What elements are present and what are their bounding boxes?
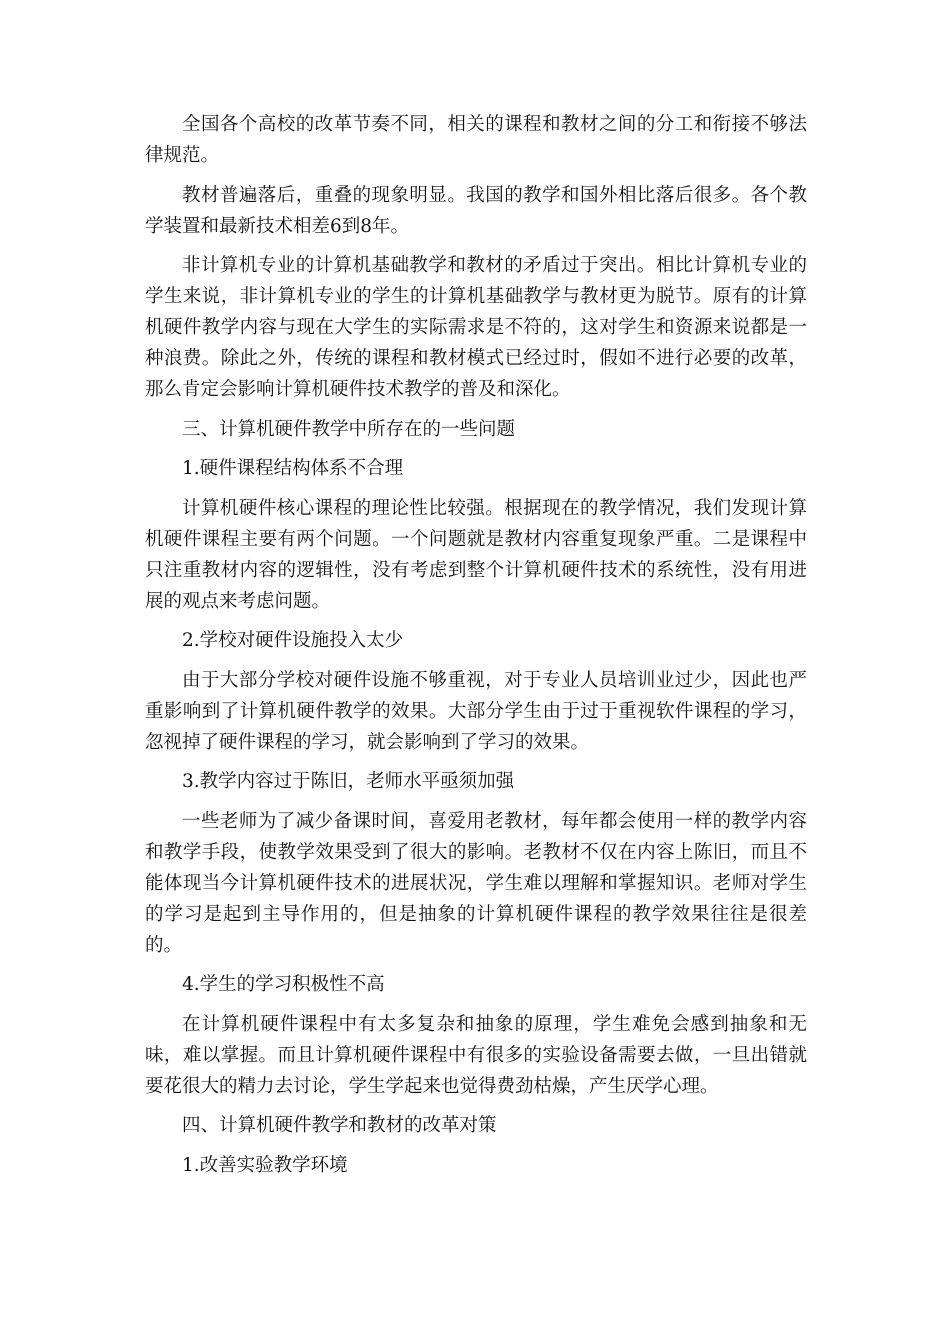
paragraph-facility-investment: 由于大部分学校对硬件设施不够重视，对于专业人员培训业过少，因此也严重影响到了计算机硬件教学的效果。大部分学生由于过于重视软件课程的学习，忽视掉了硬件课程的学习，就会影响到了学习的效果。 — [145, 669, 807, 753]
paragraph-outdated-textbooks: 教材普遍落后，重叠的现象明显。我国的教学和国外相比落后很多。各个教学装置和最新技术相差6到8年。 — [145, 184, 807, 237]
paragraph-student-motivation: 在计算机硬件课程中有太多复杂和抽象的原理，学生难免会感到抽象和无味，难以掌握。而且计算机硬件课程中有很多的实验设备需要去做，一旦出错就要花很大的精力去讨论，学生学起来也觉得费劲枯燥，产生厌学心理。 — [145, 1013, 807, 1097]
subheading-facility-investment: 2.学校对硬件设施投入太少 — [182, 630, 404, 651]
paragraph-outdated-content: 一些老师为了减少备课时间，喜爱用老教材，每年都会使用一样的教学内容和教学手段，使教学效果受到了很大的影响。老教材不仅在内容上陈旧，而且不能体现当今计算机硬件技术的进展状况，学生难以理解和掌握知识。老师对学生的学习是起到主导作用的，但是抽象的计算机硬件课程的教学效果往往是很差的。 — [145, 810, 807, 956]
section-heading-countermeasures: 四、计算机硬件教学和教材的改革对策 — [182, 1115, 497, 1136]
subheading-lab-environment: 1.改善实验教学环境 — [182, 1154, 348, 1176]
subheading-student-motivation: 4.学生的学习积极性不高 — [182, 974, 385, 995]
paragraph-course-structure: 计算机硬件核心课程的理论性比较强。根据现在的教学情况，我们发现计算机硬件课程主要有两个问题。一个问题就是教材内容重复现象严重。二是课程中只注重教材内容的逻辑性，没有考虑到整个计算机硬件技术的系统性，没有用进展的观点来考虑问题。 — [145, 497, 807, 612]
paragraph-reform-pace: 全国各个高校的改革节奏不同，相关的课程和教材之间的分工和衔接不够法律规范。 — [145, 114, 807, 166]
section-heading-problems: 三、计算机硬件教学中所存在的一些问题 — [182, 418, 516, 440]
subheading-outdated-content: 3.教学内容过于陈旧，老师水平亟须加强 — [182, 771, 515, 792]
subheading-course-structure: 1.硬件课程结构体系不合理 — [182, 458, 404, 479]
document-page — [145, 109, 807, 1189]
paragraph-non-cs-majors: 非计算机专业的计算机基础教学和教材的矛盾过于突出。相比计算机专业的学生来说，非计算机专业的学生的计算机基础教学与教材更为脱节。原有的计算机硬件教学内容与现在大学生的实际需求是不符的，这对学生和资源来说都是一种浪费。除此之外，传统的课程和教材模式已经过时，假如不进行必要的改革，那么肯定会影响计算机硬件技术教学的普及和深化。 — [145, 255, 807, 400]
